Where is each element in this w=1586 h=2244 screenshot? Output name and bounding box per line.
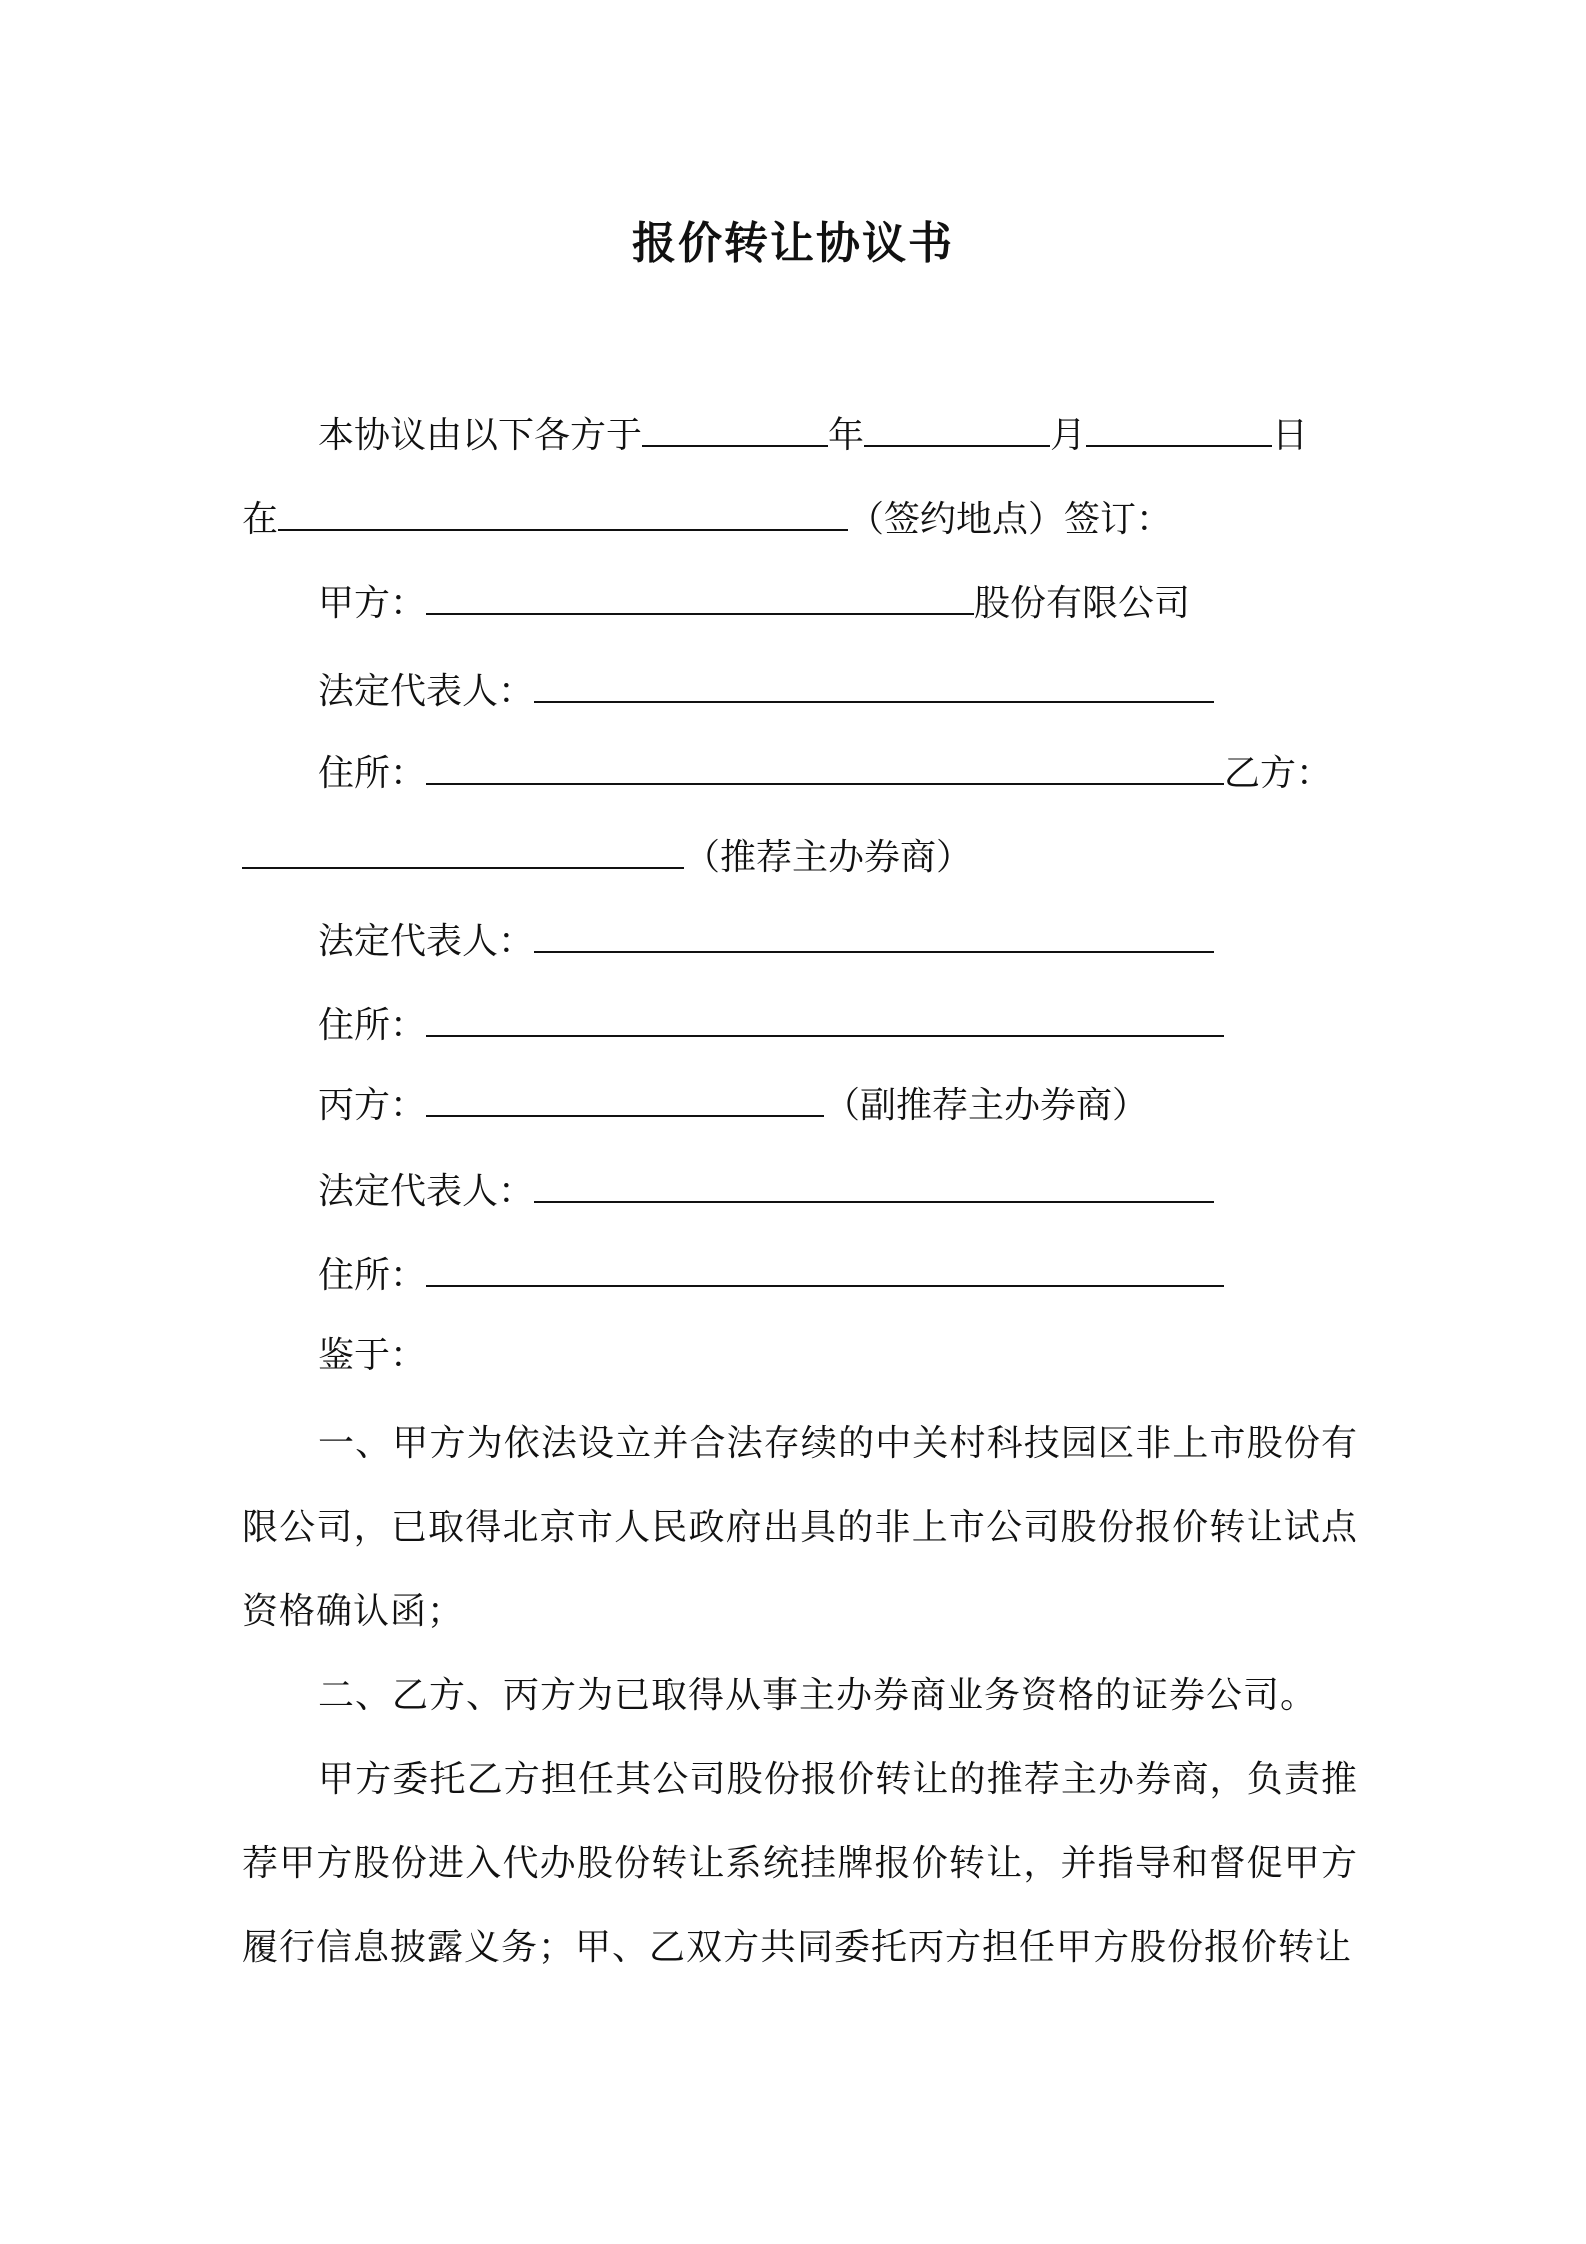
day-label: 日 xyxy=(1272,415,1309,456)
intro-prefix: 本协议由以下各方于 xyxy=(318,415,643,456)
party-c-rep-label: 法定代表人： xyxy=(318,1171,535,1212)
party-a-address-blank xyxy=(426,749,1224,785)
party-c-rep-blank xyxy=(534,1167,1214,1203)
place-suffix: （签约地点）签订： xyxy=(848,499,1173,540)
day-blank xyxy=(1086,411,1272,447)
party-a-suffix: 股份有限公司 xyxy=(974,583,1191,624)
intro-line-1 xyxy=(318,410,1308,462)
party-c-blank xyxy=(426,1081,824,1117)
party-c-address-label: 住所： xyxy=(318,1255,427,1296)
party-c-line xyxy=(318,1080,1148,1132)
party-a-rep-label: 法定代表人： xyxy=(318,671,535,712)
party-c-rep-line xyxy=(318,1166,1214,1218)
party-a-line xyxy=(318,578,1190,630)
party-b-rep-label: 法定代表人： xyxy=(318,921,535,962)
party-b-address-line xyxy=(318,1000,1224,1052)
party-c-suffix: （副推荐主办券商） xyxy=(824,1085,1149,1126)
party-b-suffix: （推荐主办券商） xyxy=(684,837,973,878)
party-b-address-label: 住所： xyxy=(318,1005,427,1046)
month-blank xyxy=(864,411,1050,447)
party-b-address-blank xyxy=(426,1001,1224,1037)
paragraph-2: 二、乙方、丙方为已取得从事主办券商业务资格的证券公司。 xyxy=(318,1675,1318,1716)
party-a-blank xyxy=(426,579,974,615)
whereas-label: 鉴于： xyxy=(318,1335,427,1376)
party-b-rep-blank xyxy=(534,917,1214,953)
party-a-label: 甲方： xyxy=(318,583,427,624)
party-a-rep-blank xyxy=(534,667,1214,703)
year-blank xyxy=(642,411,828,447)
place-blank xyxy=(278,495,848,531)
paragraph-1: 一、甲方为依法设立并合法存续的中关村科技园区非上市股份有限公司，已取得北京市人民政府出具的非上市公司股份报价转让试点资格确认函； xyxy=(242,1423,1358,1632)
party-b-rep-line xyxy=(318,916,1214,968)
paragraph-3: 甲方委托乙方担任其公司股份报价转让的推荐主办券商，负责推荐甲方股份进入代办股份转让系统挂牌报价转让，并指导和督促甲方履行信息披露义务；甲、乙双方共同委托丙方担任甲方股份报价转让 xyxy=(242,1759,1358,1968)
month-label: 月 xyxy=(1050,415,1087,456)
party-a-address-line xyxy=(318,748,1332,800)
party-b-blank xyxy=(242,833,684,869)
party-c-address-line xyxy=(318,1250,1224,1302)
document-title: 报价转让协议书 xyxy=(632,218,954,269)
year-label: 年 xyxy=(828,415,865,456)
place-prefix: 在 xyxy=(242,499,279,540)
party-c-address-blank xyxy=(426,1251,1224,1287)
party-b-line xyxy=(242,832,972,884)
party-c-label: 丙方： xyxy=(318,1085,427,1126)
intro-line-2 xyxy=(242,494,1172,546)
party-a-address-label: 住所： xyxy=(318,753,427,794)
party-a-rep-line xyxy=(318,666,1214,718)
party-b-label: 乙方： xyxy=(1224,753,1333,794)
